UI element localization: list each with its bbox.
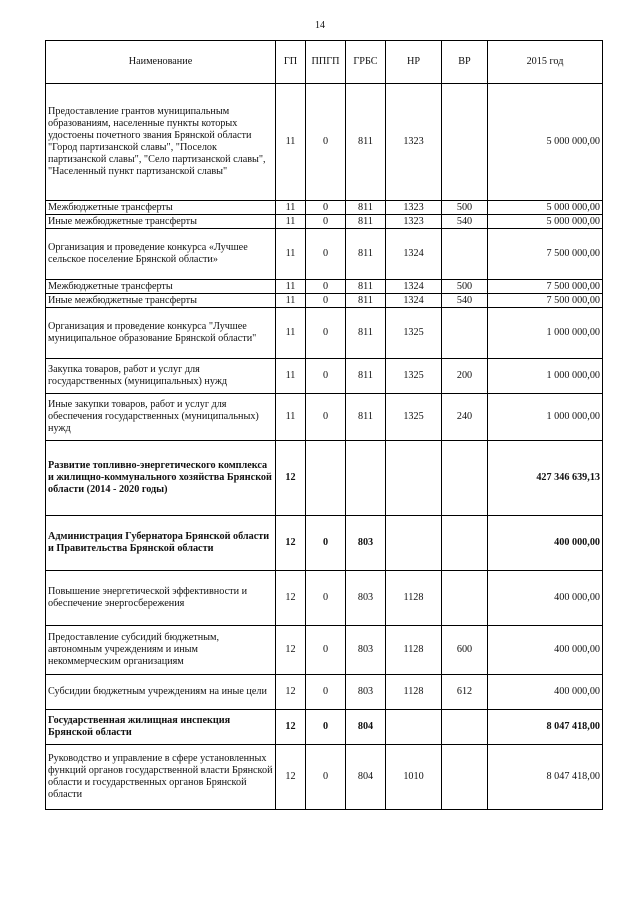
cell-vr xyxy=(442,84,488,201)
cell-name: Предоставление грантов муниципальным образованиям, населенные пункты которых удостоены почетного звания Брянской области "Город партизанской славы", "Поселок партизанской славы", "Село партизанской славы", "Населенный пункт партизанской славы" xyxy=(46,84,276,201)
cell-grbs: 811 xyxy=(346,394,386,441)
cell-grbs: 803 xyxy=(346,626,386,675)
cell-nr: 1323 xyxy=(386,215,442,229)
cell-name: Иные межбюджетные трансферты xyxy=(46,215,276,229)
header-ppgp: ППГП xyxy=(306,41,346,84)
cell-ppgp: 0 xyxy=(306,745,346,810)
cell-grbs: 803 xyxy=(346,675,386,710)
table-row xyxy=(46,215,603,229)
table-header-row xyxy=(46,41,603,84)
cell-nr: 1010 xyxy=(386,745,442,810)
cell-name: Организация и проведение конкурса «Лучшее сельское поселение Брянской области» xyxy=(46,229,276,280)
cell-amount: 7 500 000,00 xyxy=(488,280,603,294)
cell-nr: 1128 xyxy=(386,675,442,710)
cell-nr: 1324 xyxy=(386,294,442,308)
cell-name: Организация и проведение конкурса "Лучшее муниципальное образование Брянской области" xyxy=(46,308,276,359)
cell-name: Государственная жилищная инспекция Брянской области xyxy=(46,710,276,745)
cell-grbs: 811 xyxy=(346,84,386,201)
cell-grbs: 811 xyxy=(346,308,386,359)
cell-grbs: 803 xyxy=(346,571,386,626)
cell-ppgp: 0 xyxy=(306,710,346,745)
cell-vr: 612 xyxy=(442,675,488,710)
table-row xyxy=(46,294,603,308)
cell-name: Субсидии бюджетным учреждениям на иные цели xyxy=(46,675,276,710)
table-row xyxy=(46,745,603,810)
cell-amount: 400 000,00 xyxy=(488,675,603,710)
cell-vr xyxy=(442,229,488,280)
cell-nr: 1323 xyxy=(386,84,442,201)
cell-vr: 540 xyxy=(442,294,488,308)
cell-name: Администрация Губернатора Брянской области и Правительства Брянской области xyxy=(46,516,276,571)
cell-amount: 8 047 418,00 xyxy=(488,745,603,810)
cell-name: Предоставление субсидий бюджетным, автономным учреждениям и иным некоммерческим организациям xyxy=(46,626,276,675)
cell-name: Иные закупки товаров, работ и услуг для обеспечения государственных (муниципальных) нужд xyxy=(46,394,276,441)
cell-vr: 540 xyxy=(442,215,488,229)
cell-nr: 1325 xyxy=(386,359,442,394)
cell-vr: 500 xyxy=(442,201,488,215)
cell-ppgp: 0 xyxy=(306,571,346,626)
table-row xyxy=(46,229,603,280)
table-row xyxy=(46,710,603,745)
cell-vr xyxy=(442,308,488,359)
cell-vr xyxy=(442,441,488,516)
cell-gp: 12 xyxy=(276,710,306,745)
table-row xyxy=(46,516,603,571)
cell-amount: 1 000 000,00 xyxy=(488,394,603,441)
cell-name: Закупка товаров, работ и услуг для государственных (муниципальных) нужд xyxy=(46,359,276,394)
cell-amount: 400 000,00 xyxy=(488,516,603,571)
cell-grbs: 804 xyxy=(346,745,386,810)
cell-ppgp: 0 xyxy=(306,308,346,359)
table-row xyxy=(46,201,603,215)
cell-amount: 7 500 000,00 xyxy=(488,294,603,308)
cell-grbs: 811 xyxy=(346,215,386,229)
cell-amount: 5 000 000,00 xyxy=(488,215,603,229)
cell-ppgp: 0 xyxy=(306,675,346,710)
cell-amount: 5 000 000,00 xyxy=(488,201,603,215)
table-row xyxy=(46,441,603,516)
cell-amount: 5 000 000,00 xyxy=(488,84,603,201)
cell-nr: 1324 xyxy=(386,229,442,280)
cell-amount: 400 000,00 xyxy=(488,571,603,626)
cell-nr: 1323 xyxy=(386,201,442,215)
cell-gp: 11 xyxy=(276,294,306,308)
cell-ppgp: 0 xyxy=(306,280,346,294)
cell-gp: 12 xyxy=(276,571,306,626)
cell-nr: 1325 xyxy=(386,394,442,441)
cell-vr: 200 xyxy=(442,359,488,394)
page-number: 14 xyxy=(315,20,325,31)
cell-amount: 1 000 000,00 xyxy=(488,308,603,359)
cell-name: Межбюджетные трансферты xyxy=(46,280,276,294)
table-row xyxy=(46,571,603,626)
cell-nr: 1324 xyxy=(386,280,442,294)
cell-grbs: 811 xyxy=(346,229,386,280)
header-nr: НР xyxy=(386,41,442,84)
cell-ppgp: 0 xyxy=(306,215,346,229)
cell-ppgp: 0 xyxy=(306,359,346,394)
table-row xyxy=(46,675,603,710)
cell-gp: 12 xyxy=(276,516,306,571)
table-row xyxy=(46,394,603,441)
cell-ppgp xyxy=(306,441,346,516)
cell-nr xyxy=(386,710,442,745)
cell-ppgp: 0 xyxy=(306,516,346,571)
cell-ppgp: 0 xyxy=(306,84,346,201)
cell-grbs: 804 xyxy=(346,710,386,745)
cell-vr: 500 xyxy=(442,280,488,294)
table-row xyxy=(46,280,603,294)
cell-name: Развитие топливно-энергетического комплекса и жилищно-коммунального хозяйства Брянской области (2014 - 2020 годы) xyxy=(46,441,276,516)
cell-amount: 427 346 639,13 xyxy=(488,441,603,516)
cell-gp: 11 xyxy=(276,394,306,441)
cell-name: Иные межбюджетные трансферты xyxy=(46,294,276,308)
cell-gp: 11 xyxy=(276,308,306,359)
cell-nr: 1128 xyxy=(386,571,442,626)
cell-ppgp: 0 xyxy=(306,229,346,280)
header-year: 2015 год xyxy=(488,41,603,84)
table-row xyxy=(46,626,603,675)
header-name: Наименование xyxy=(46,41,276,84)
cell-gp: 11 xyxy=(276,359,306,394)
cell-gp: 11 xyxy=(276,280,306,294)
budget-table xyxy=(45,40,603,810)
cell-grbs: 811 xyxy=(346,201,386,215)
cell-grbs: 811 xyxy=(346,294,386,308)
cell-gp: 12 xyxy=(276,441,306,516)
cell-vr xyxy=(442,516,488,571)
cell-nr: 1128 xyxy=(386,626,442,675)
table-body xyxy=(46,84,603,810)
header-gp: ГП xyxy=(276,41,306,84)
cell-amount: 8 047 418,00 xyxy=(488,710,603,745)
cell-vr: 240 xyxy=(442,394,488,441)
cell-vr xyxy=(442,710,488,745)
table-row xyxy=(46,359,603,394)
cell-nr xyxy=(386,441,442,516)
cell-vr: 600 xyxy=(442,626,488,675)
cell-amount: 1 000 000,00 xyxy=(488,359,603,394)
cell-name: Межбюджетные трансферты xyxy=(46,201,276,215)
cell-gp: 12 xyxy=(276,675,306,710)
header-grbs: ГРБС xyxy=(346,41,386,84)
table-row xyxy=(46,308,603,359)
cell-gp: 11 xyxy=(276,84,306,201)
header-vr: ВР xyxy=(442,41,488,84)
cell-gp: 12 xyxy=(276,626,306,675)
cell-vr xyxy=(442,571,488,626)
cell-ppgp: 0 xyxy=(306,394,346,441)
cell-amount: 400 000,00 xyxy=(488,626,603,675)
cell-gp: 11 xyxy=(276,201,306,215)
cell-gp: 11 xyxy=(276,215,306,229)
cell-amount: 7 500 000,00 xyxy=(488,229,603,280)
cell-name: Руководство и управление в сфере установленных функций органов государственной власти Брянской области и государственных органов Брянской области xyxy=(46,745,276,810)
table-row xyxy=(46,84,603,201)
cell-ppgp: 0 xyxy=(306,294,346,308)
cell-grbs: 803 xyxy=(346,516,386,571)
cell-grbs xyxy=(346,441,386,516)
cell-ppgp: 0 xyxy=(306,626,346,675)
cell-nr: 1325 xyxy=(386,308,442,359)
cell-name: Повышение энергетической эффективности и обеспечение энергосбережения xyxy=(46,571,276,626)
cell-grbs: 811 xyxy=(346,280,386,294)
cell-ppgp: 0 xyxy=(306,201,346,215)
cell-grbs: 811 xyxy=(346,359,386,394)
cell-gp: 11 xyxy=(276,229,306,280)
cell-gp: 12 xyxy=(276,745,306,810)
cell-nr xyxy=(386,516,442,571)
cell-vr xyxy=(442,745,488,810)
